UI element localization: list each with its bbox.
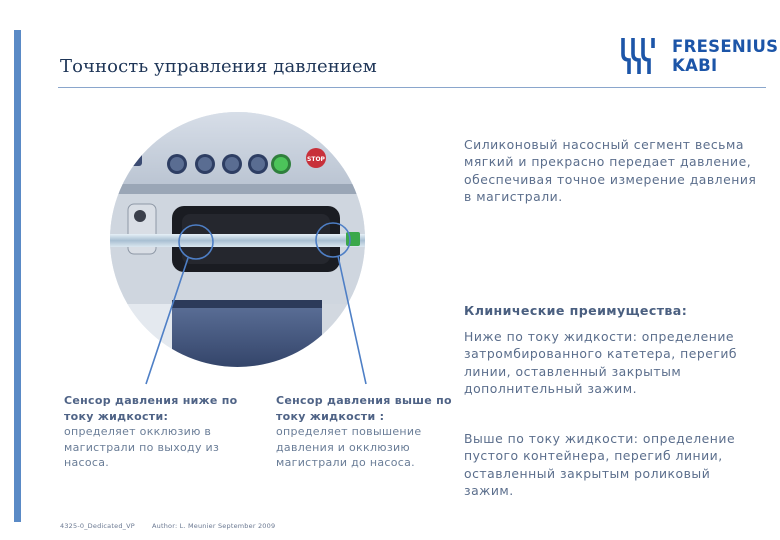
upstream-sensor-heading: Сенсор давления выше по току жидкости : (276, 394, 452, 423)
upstream-sensor-marker (316, 223, 350, 257)
upstream-leader-line (338, 256, 366, 384)
slide-title: Точность управления давлением (60, 56, 377, 77)
downstream-sensor-marker (179, 225, 213, 259)
footer-author: Author: L. Meunier September 2009 (152, 522, 276, 530)
benefits-heading: Клинические преимущества: (464, 303, 688, 318)
downstream-sensor-text: определяет окклюзию в магистрали по выходу из насоса. (64, 425, 220, 469)
segment-description: Силиконовый насосный сегмент весьма мягкий и прекрасно передает давление, обеспечивая точное измерение давления в магистрали. (464, 137, 757, 205)
downstream-sensor-heading: Сенсор давления ниже по току жидкости: (64, 394, 238, 423)
downstream-sensor-caption (64, 393, 244, 471)
upstream-sensor-caption (276, 393, 456, 471)
benefit-upstream: Выше по току жидкости: определение пустого контейнера, перегиб линии, оставленный закрытым роликовый зажим. (464, 431, 736, 499)
benefit-downstream: Ниже по току жидкости: определение затромбированного катетера, перегиб линии, оставленный закрытым дополнительный зажим. (464, 329, 738, 397)
upstream-sensor-text: определяет повышение давления и окклюзию магистрали до насоса. (276, 425, 422, 469)
footer-document-code: 4325-0_Dedicated_VP (60, 522, 135, 530)
stop-button-label: STOP (307, 156, 325, 163)
brand-line-2: KABI (672, 56, 718, 75)
brand-line-1: FRESENIUS (672, 37, 779, 56)
downstream-leader-line (146, 258, 188, 384)
